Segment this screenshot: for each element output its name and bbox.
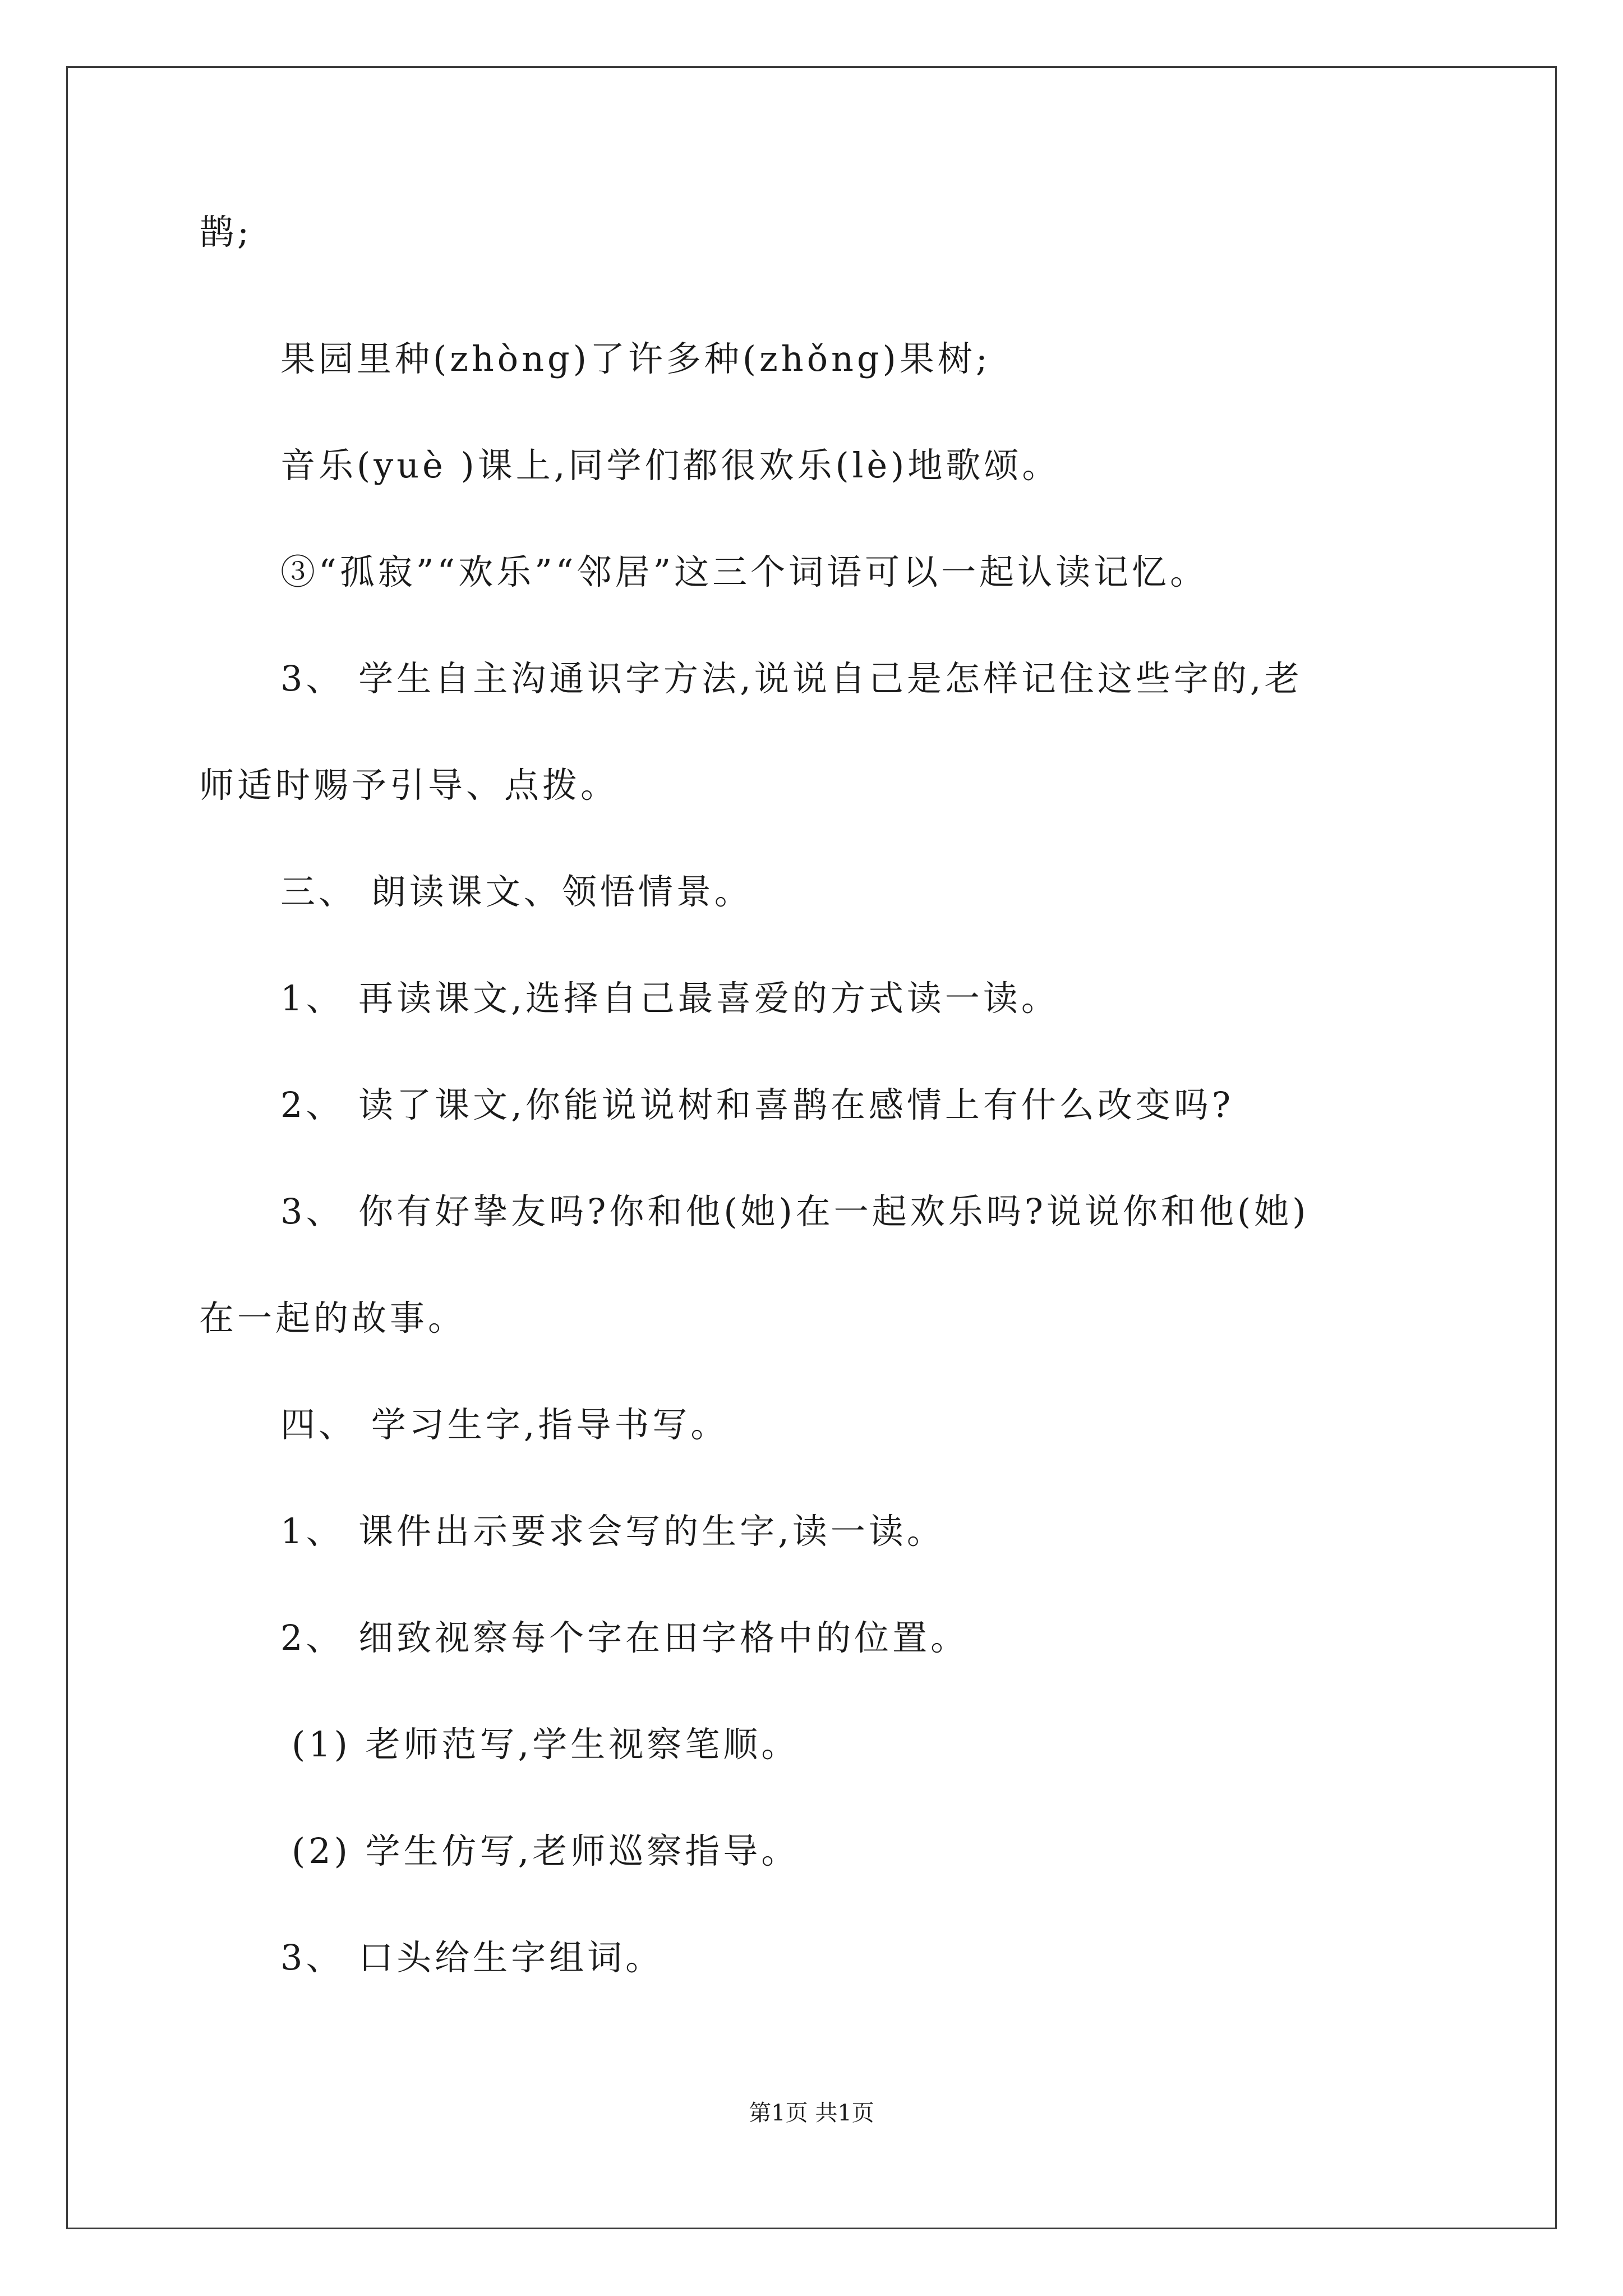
text-line: 三、 朗读课文、领悟情景。	[280, 871, 753, 912]
text-line: (1) 老师范写,学生视察笔顺。	[292, 1724, 800, 1765]
page-border	[66, 66, 1557, 2229]
text-line: 鹊;	[199, 211, 252, 252]
text-line: 在一起的故事。	[199, 1297, 467, 1338]
text-line: ③“孤寂”“欢乐”“邻居”这三个词语可以一起认读记忆。	[280, 551, 1209, 592]
text-line: (2) 学生仿写,老师巡察指导。	[292, 1830, 800, 1871]
text-line: 音乐(yuè )课上,同学们都很欢乐(lè)地歌颂。	[280, 445, 1061, 486]
text-line: 四、 学习生字,指导书写。	[280, 1404, 729, 1445]
text-line: 2、 读了课文,你能说说树和喜鹊在感情上有什么改变吗?	[280, 1084, 1234, 1125]
text-line: 2、 细致视察每个字在田字格中的位置。	[280, 1617, 969, 1658]
page-number: 第1页 共1页	[749, 2100, 874, 2126]
text-line: 1、 课件出示要求会写的生字,读一读。	[280, 1511, 945, 1552]
text-line: 1、 再读课文,选择自己最喜爱的方式读一读。	[280, 978, 1059, 1019]
text-line: 果园里种(zhòng)了许多种(zhǒng)果树;	[280, 338, 991, 379]
text-line: 3、 口头给生字组词。	[280, 1937, 664, 1978]
text-line: 师适时赐予引导、点拨。	[199, 765, 619, 806]
text-line: 3、 你有好挚友吗?你和他(她)在一起欢乐吗?说说你和他(她)	[280, 1191, 1310, 1232]
text-line: 3、 学生自主沟通识字方法,说说自己是怎样记住这些字的,老	[280, 658, 1303, 699]
